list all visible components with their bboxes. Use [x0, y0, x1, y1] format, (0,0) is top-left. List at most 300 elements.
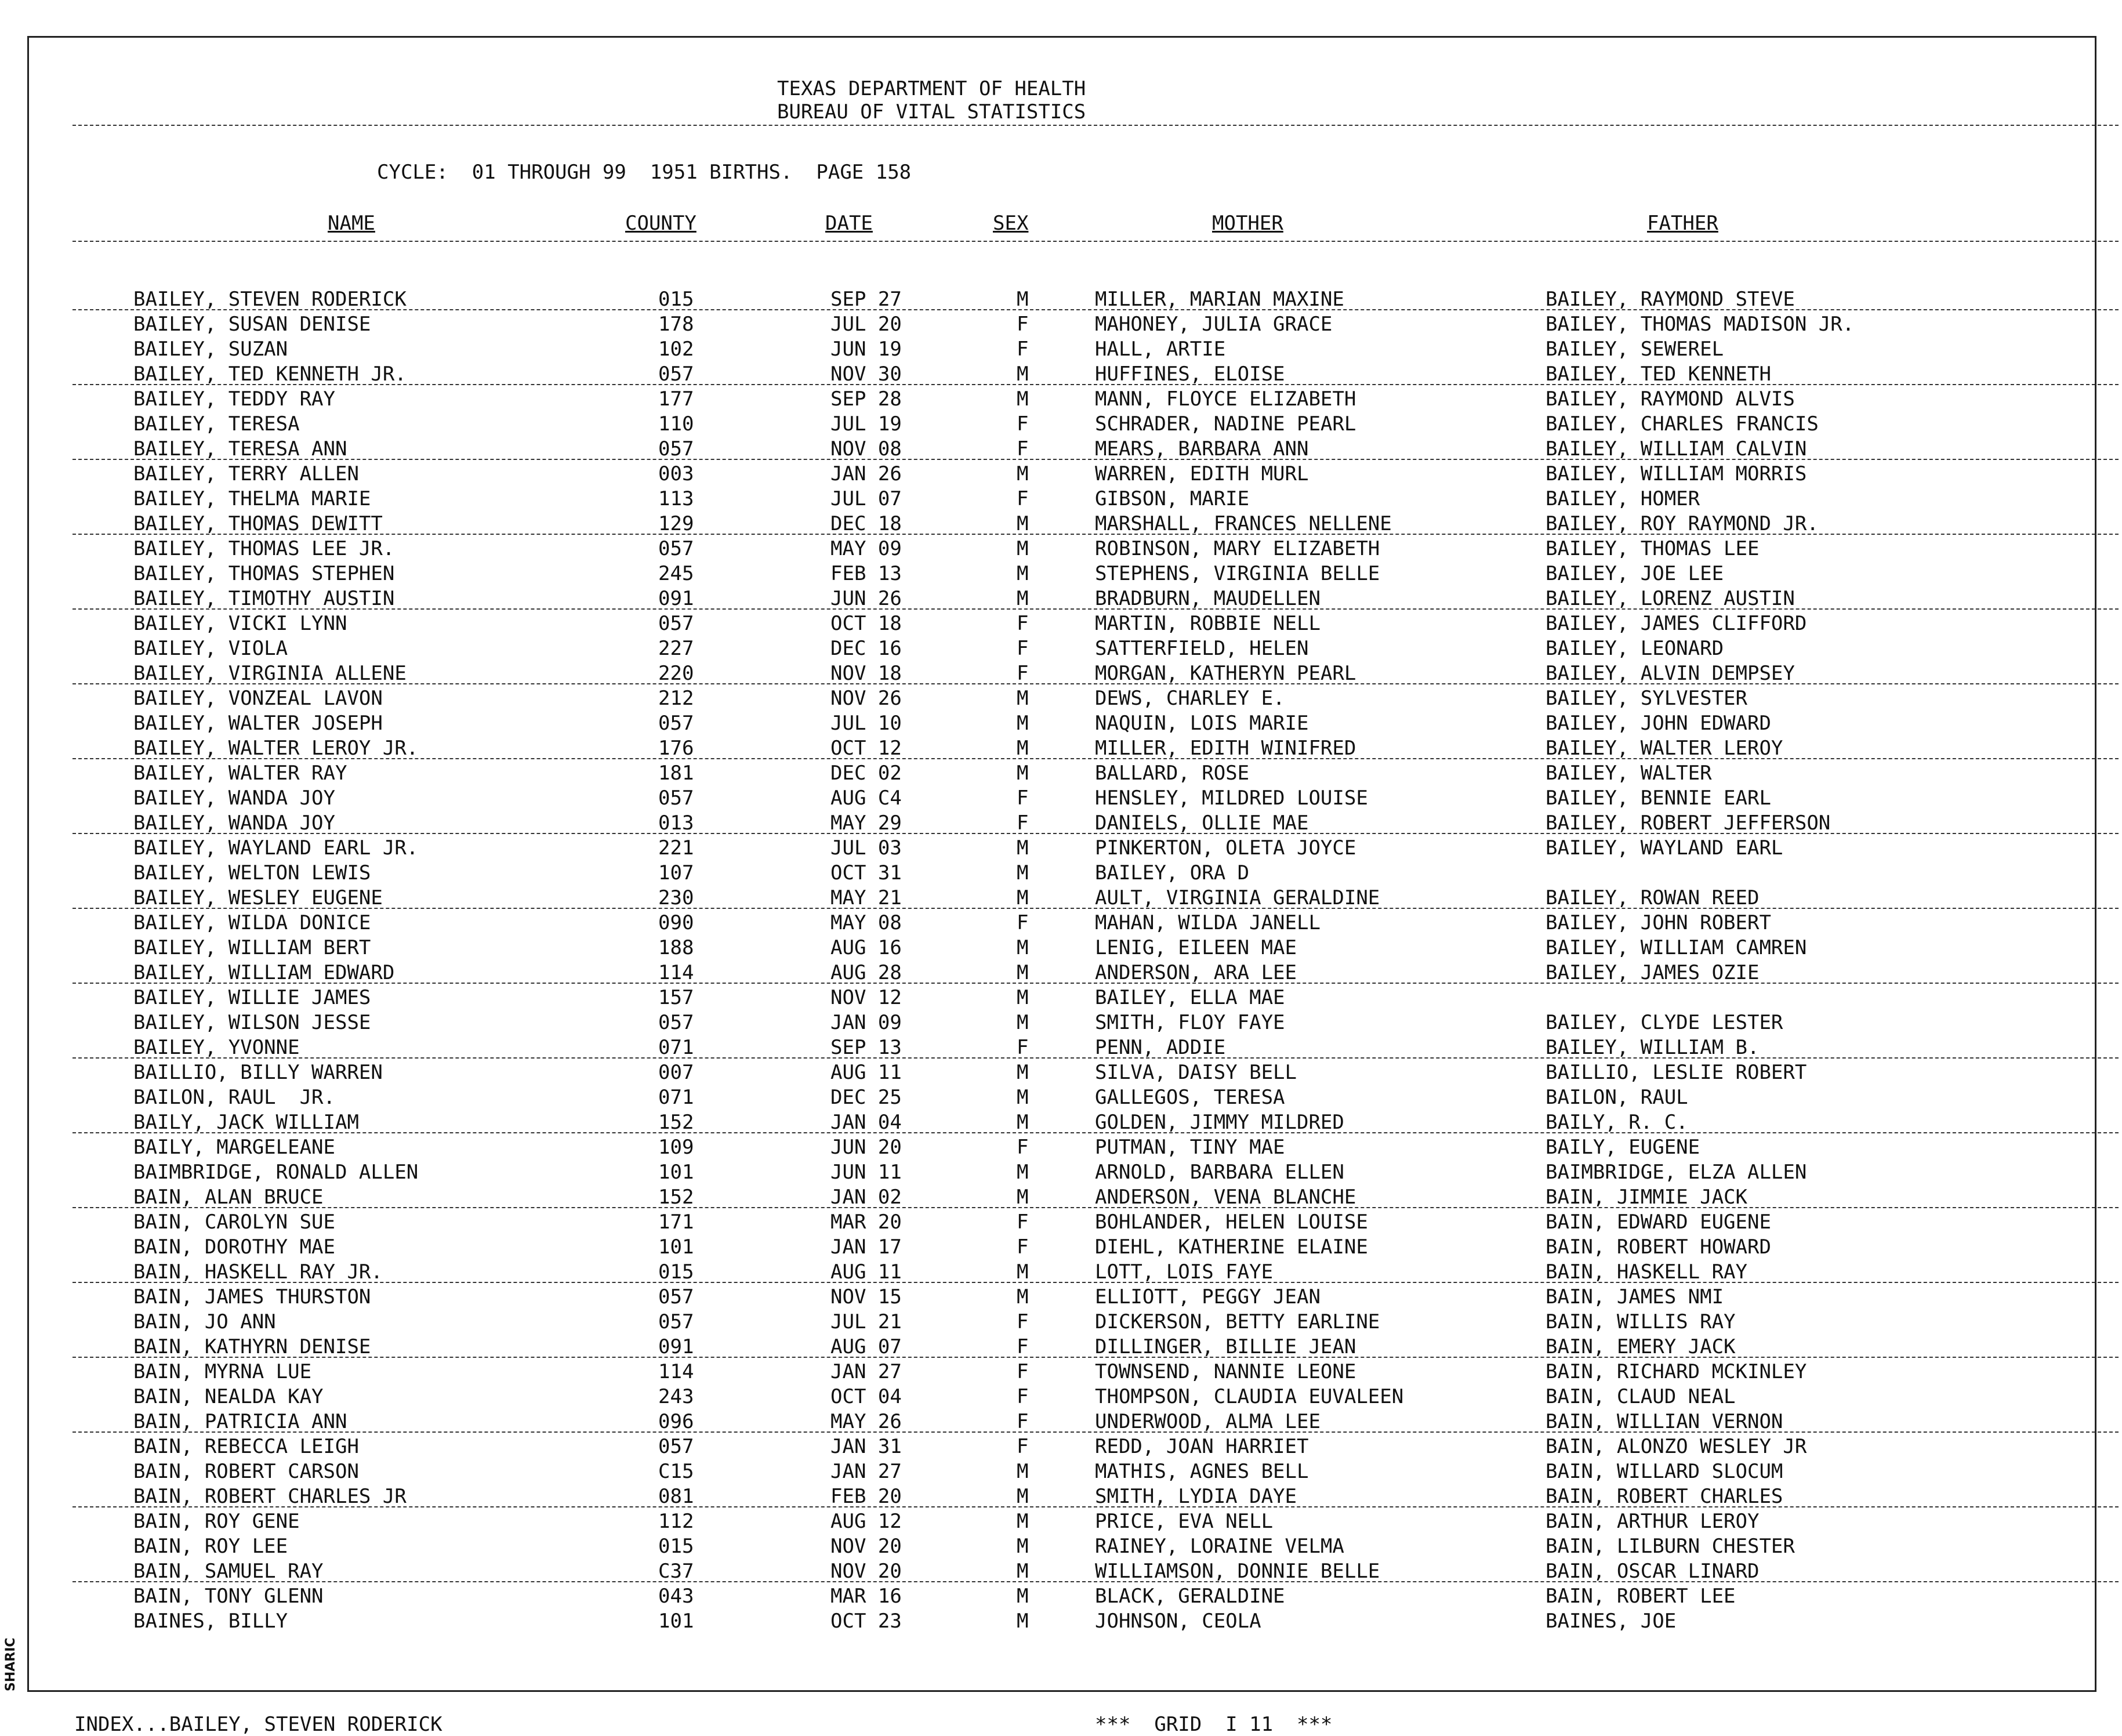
- cell-sex: M: [1017, 687, 1029, 710]
- cell-county: 090: [658, 911, 694, 934]
- cell-name: BAIN, KATHYRN DENISE: [133, 1335, 371, 1358]
- table-row: [29, 1135, 2098, 1160]
- table-row: [29, 1509, 2098, 1534]
- table-row: [29, 512, 2098, 537]
- cell-name: BAILEY, WANDA JOY: [133, 811, 335, 835]
- cell-county: 230: [658, 886, 694, 909]
- cell-sex: M: [1017, 387, 1029, 411]
- table-row: [29, 1385, 2098, 1409]
- cell-name: BAILEY, WILLIE JAMES: [133, 986, 371, 1009]
- cell-name: BAILEY, THOMAS STEPHEN: [133, 562, 395, 585]
- cell-mother: GOLDEN, JIMMY MILDRED: [1095, 1111, 1344, 1134]
- cell-county: 057: [658, 1011, 694, 1034]
- cell-name: BAIN, JO ANN: [133, 1310, 276, 1333]
- table-row: [29, 836, 2098, 861]
- cell-date: JAN 04: [830, 1111, 902, 1134]
- row-group-divider: [72, 1207, 2119, 1208]
- cell-date: AUG 28: [830, 961, 902, 984]
- cell-name: BAIN, DOROTHY MAE: [133, 1235, 335, 1259]
- cell-father: BAILEY, ROBERT JEFFERSON: [1546, 811, 1831, 835]
- table-row: [29, 686, 2098, 711]
- cell-father: BAIN, ALONZO WESLEY JR: [1546, 1435, 1807, 1458]
- cell-sex: F: [1017, 1360, 1029, 1383]
- row-group-divider: [72, 534, 2119, 535]
- cell-sex: M: [1017, 1510, 1029, 1533]
- cell-mother: MARTIN, ROBBIE NELL: [1095, 612, 1321, 635]
- cell-sex: M: [1017, 1585, 1029, 1608]
- cell-father: BAILEY, THOMAS LEE: [1546, 537, 1760, 560]
- cell-mother: MAHAN, WILDA JANELL: [1095, 911, 1321, 934]
- cell-date: NOV 15: [830, 1285, 902, 1309]
- cell-county: 178: [658, 313, 694, 336]
- cell-name: BAILEY, YVONNE: [133, 1036, 300, 1059]
- cell-county: 152: [658, 1111, 694, 1134]
- cell-mother: PINKERTON, OLETA JOYCE: [1095, 836, 1356, 860]
- table-row: [29, 287, 2098, 312]
- cell-mother: SCHRADER, NADINE PEARL: [1095, 412, 1356, 436]
- cell-sex: M: [1017, 1011, 1029, 1034]
- cell-county: 181: [658, 762, 694, 785]
- cell-county: 101: [658, 1235, 694, 1259]
- cell-father: BAILEY, WILLIAM MORRIS: [1546, 462, 1807, 485]
- cell-mother: PUTMAN, TINY MAE: [1095, 1136, 1285, 1159]
- cell-date: NOV 12: [830, 986, 902, 1009]
- cell-date: MAR 16: [830, 1585, 902, 1608]
- table-row: [29, 362, 2098, 387]
- cell-date: SEP 27: [830, 288, 902, 311]
- cell-sex: M: [1017, 1111, 1029, 1134]
- cell-county: 114: [658, 1360, 694, 1383]
- cell-father: BAIN, ROBERT LEE: [1546, 1585, 1736, 1608]
- cell-mother: UNDERWOOD, ALMA LEE: [1095, 1410, 1321, 1433]
- cell-mother: GIBSON, MARIE: [1095, 487, 1250, 510]
- cell-father: BAILEY, BENNIE EARL: [1546, 787, 1771, 810]
- cell-county: 152: [658, 1186, 694, 1209]
- cell-father: BAILON, RAUL: [1546, 1086, 1688, 1109]
- cell-father: BAILEY, ROY RAYMOND JR.: [1546, 512, 1819, 535]
- cell-date: NOV 26: [830, 687, 902, 710]
- table-row: [29, 1584, 2098, 1609]
- cell-date: MAY 26: [830, 1410, 902, 1433]
- cell-father: BAILEY, JOHN ROBERT: [1546, 911, 1771, 934]
- row-group-divider: [72, 384, 2119, 385]
- cell-date: OCT 12: [830, 737, 902, 760]
- cell-date: DEC 25: [830, 1086, 902, 1109]
- cell-date: OCT 18: [830, 612, 902, 635]
- cell-name: BAILEY, STEVEN RODERICK: [133, 288, 407, 311]
- cell-mother: HUFFINES, ELOISE: [1095, 363, 1285, 386]
- cell-mother: BRADBURN, MAUDELLEN: [1095, 587, 1321, 610]
- cell-sex: M: [1017, 1610, 1029, 1633]
- cell-sex: M: [1017, 961, 1029, 984]
- cell-date: NOV 30: [830, 363, 902, 386]
- table-row: [29, 736, 2098, 761]
- cell-father: BAIN, EMERY JACK: [1546, 1335, 1736, 1358]
- cell-date: SEP 28: [830, 387, 902, 411]
- cell-sex: F: [1017, 1036, 1029, 1059]
- cell-name: BAIN, ROY GENE: [133, 1510, 300, 1533]
- cell-name: BAILEY, WILLIAM EDWARD: [133, 961, 395, 984]
- row-group-divider: [72, 1357, 2119, 1358]
- row-group-divider: [72, 309, 2119, 310]
- cell-county: 109: [658, 1136, 694, 1159]
- cell-sex: M: [1017, 936, 1029, 959]
- cell-date: AUG C4: [830, 787, 902, 810]
- cell-father: BAIN, WILLIAN VERNON: [1546, 1410, 1783, 1433]
- table-row: [29, 537, 2098, 561]
- row-group-divider: [72, 1431, 2119, 1433]
- table-row: [29, 1609, 2098, 1634]
- table-row: [29, 337, 2098, 362]
- cell-date: JAN 26: [830, 462, 902, 485]
- table-row: [29, 1459, 2098, 1484]
- row-group-divider: [72, 1282, 2119, 1283]
- cell-county: 101: [658, 1161, 694, 1184]
- table-row: [29, 711, 2098, 736]
- table-row: [29, 1310, 2098, 1335]
- cell-date: DEC 18: [830, 512, 902, 535]
- cell-name: BAIMBRIDGE, RONALD ALLEN: [133, 1161, 419, 1184]
- cell-sex: F: [1017, 787, 1029, 810]
- cell-name: BAILLIO, BILLY WARREN: [133, 1061, 383, 1084]
- cell-county: 114: [658, 961, 694, 984]
- cell-sex: F: [1017, 1235, 1029, 1259]
- column-header-father: FATHER: [1647, 212, 1718, 235]
- cell-father: BAILEY, HOMER: [1546, 487, 1700, 510]
- cell-father: BAILEY, JOE LEE: [1546, 562, 1724, 585]
- cycle-line: CYCLE: 01 THROUGH 99 1951 BIRTHS. PAGE 158: [377, 161, 912, 184]
- cell-mother: MANN, FLOYCE ELIZABETH: [1095, 387, 1356, 411]
- cell-county: 015: [658, 1535, 694, 1558]
- cell-county: 071: [658, 1036, 694, 1059]
- cell-father: BAILEY, JAMES CLIFFORD: [1546, 612, 1807, 635]
- cell-date: MAR 20: [830, 1211, 902, 1234]
- cell-date: AUG 11: [830, 1260, 902, 1284]
- cell-name: BAILEY, TERESA ANN: [133, 437, 347, 461]
- cell-date: JUL 19: [830, 412, 902, 436]
- row-group-divider: [72, 1057, 2119, 1059]
- cell-date: OCT 04: [830, 1385, 902, 1408]
- cell-date: AUG 11: [830, 1061, 902, 1084]
- table-row: [29, 312, 2098, 337]
- row-group-divider: [72, 1581, 2119, 1582]
- cell-sex: F: [1017, 1136, 1029, 1159]
- cell-county: 129: [658, 512, 694, 535]
- cell-name: BAILEY, TIMOTHY AUSTIN: [133, 587, 395, 610]
- cell-sex: F: [1017, 612, 1029, 635]
- cell-date: MAY 29: [830, 811, 902, 835]
- cell-mother: PRICE, EVA NELL: [1095, 1510, 1274, 1533]
- cell-mother: GALLEGOS, TERESA: [1095, 1086, 1285, 1109]
- cell-name: BAILEY, SUZAN: [133, 338, 288, 361]
- table-row: [29, 1035, 2098, 1060]
- cell-sex: M: [1017, 537, 1029, 560]
- cell-date: NOV 20: [830, 1560, 902, 1583]
- cell-county: 245: [658, 562, 694, 585]
- cell-county: 007: [658, 1061, 694, 1084]
- table-row: [29, 636, 2098, 661]
- cell-county: 221: [658, 836, 694, 860]
- cell-mother: ARNOLD, BARBARA ELLEN: [1095, 1161, 1344, 1184]
- cell-county: 057: [658, 363, 694, 386]
- cell-name: BAIN, NEALDA KAY: [133, 1385, 324, 1408]
- cell-county: 177: [658, 387, 694, 411]
- table-row: [29, 911, 2098, 936]
- index-footer: INDEX...BAILEY, STEVEN RODERICK: [74, 1713, 442, 1736]
- cell-mother: MILLER, MARIAN MAXINE: [1095, 288, 1344, 311]
- cell-date: NOV 20: [830, 1535, 902, 1558]
- cell-county: 043: [658, 1585, 694, 1608]
- table-row: [29, 1235, 2098, 1260]
- cell-county: C15: [658, 1460, 694, 1483]
- cell-father: BAILEY, ROWAN REED: [1546, 886, 1760, 909]
- cell-county: 015: [658, 1260, 694, 1284]
- cell-name: BAILY, MARGELEANE: [133, 1136, 335, 1159]
- row-group-divider: [72, 908, 2119, 909]
- cell-mother: SILVA, DAISY BELL: [1095, 1061, 1297, 1084]
- cell-father: BAIN, WILLIS RAY: [1546, 1310, 1736, 1333]
- cell-county: 091: [658, 587, 694, 610]
- cell-date: JUL 20: [830, 313, 902, 336]
- agency-title: TEXAS DEPARTMENT OF HEALTH: [777, 77, 1086, 100]
- cell-sex: M: [1017, 712, 1029, 735]
- cell-name: BAILEY, TED KENNETH JR.: [133, 363, 407, 386]
- cell-date: DEC 16: [830, 637, 902, 660]
- cell-mother: HENSLEY, MILDRED LOUISE: [1095, 787, 1368, 810]
- cell-sex: F: [1017, 313, 1029, 336]
- cell-name: BAILEY, WAYLAND EARL JR.: [133, 836, 419, 860]
- table-row: [29, 1409, 2098, 1434]
- table-row: [29, 1285, 2098, 1310]
- row-group-divider: [72, 683, 2119, 684]
- cell-date: JUN 11: [830, 1161, 902, 1184]
- cell-name: BAILEY, WALTER LEROY JR.: [133, 737, 419, 760]
- cell-name: BAILEY, SUSAN DENISE: [133, 313, 371, 336]
- cell-name: BAIN, SAMUEL RAY: [133, 1560, 324, 1583]
- cell-father: BAILEY, WALTER LEROY: [1546, 737, 1783, 760]
- cell-county: 096: [658, 1410, 694, 1433]
- cell-mother: SMITH, LYDIA DAYE: [1095, 1485, 1297, 1508]
- cell-county: 112: [658, 1510, 694, 1533]
- cell-sex: M: [1017, 886, 1029, 909]
- cell-father: BAIN, ARTHUR LEROY: [1546, 1510, 1760, 1533]
- table-row: [29, 1335, 2098, 1360]
- cell-date: JAN 27: [830, 1360, 902, 1383]
- cell-sex: M: [1017, 512, 1029, 535]
- cell-county: 057: [658, 437, 694, 461]
- cell-sex: F: [1017, 911, 1029, 934]
- cell-mother: BOHLANDER, HELEN LOUISE: [1095, 1211, 1368, 1234]
- cell-sex: M: [1017, 1285, 1029, 1309]
- cell-father: BAILEY, ALVIN DEMPSEY: [1546, 662, 1795, 685]
- cell-father: BAILEY, CLYDE LESTER: [1546, 1011, 1783, 1034]
- cell-father: BAIN, ROBERT HOWARD: [1546, 1235, 1771, 1259]
- column-header-mother: MOTHER: [1212, 212, 1283, 235]
- table-row: [29, 1160, 2098, 1185]
- cell-father: BAILEY, RAYMOND STEVE: [1546, 288, 1795, 311]
- cell-date: OCT 31: [830, 861, 902, 885]
- cell-sex: F: [1017, 1435, 1029, 1458]
- table-row: [29, 1534, 2098, 1559]
- cell-mother: MEARS, BARBARA ANN: [1095, 437, 1309, 461]
- table-row: [29, 611, 2098, 636]
- cell-father: BAIN, LILBURN CHESTER: [1546, 1535, 1795, 1558]
- cell-mother: TOWNSEND, NANNIE LEONE: [1095, 1360, 1356, 1383]
- cell-sex: M: [1017, 762, 1029, 785]
- cell-county: 176: [658, 737, 694, 760]
- cell-sex: M: [1017, 836, 1029, 860]
- cell-sex: M: [1017, 1061, 1029, 1084]
- table-row: [29, 1559, 2098, 1584]
- cell-county: 057: [658, 1285, 694, 1309]
- header-divider: [72, 125, 2119, 126]
- table-row: [29, 1210, 2098, 1235]
- cell-mother: HALL, ARTIE: [1095, 338, 1226, 361]
- cell-county: 057: [658, 612, 694, 635]
- cell-sex: F: [1017, 1310, 1029, 1333]
- cell-date: FEB 13: [830, 562, 902, 585]
- cell-mother: LOTT, LOIS FAYE: [1095, 1260, 1274, 1284]
- column-header-date: DATE: [825, 212, 873, 235]
- cell-county: 071: [658, 1086, 694, 1109]
- cell-mother: RAINEY, LORAINE VELMA: [1095, 1535, 1344, 1558]
- cell-sex: F: [1017, 1410, 1029, 1433]
- cell-mother: WARREN, EDITH MURL: [1095, 462, 1309, 485]
- table-row: [29, 586, 2098, 611]
- cell-county: 015: [658, 288, 694, 311]
- cell-sex: M: [1017, 587, 1029, 610]
- cell-father: BAILEY, WILLIAM CAMREN: [1546, 936, 1807, 959]
- cell-county: 057: [658, 712, 694, 735]
- cell-mother: DIEHL, KATHERINE ELAINE: [1095, 1235, 1368, 1259]
- cell-county: 110: [658, 412, 694, 436]
- cell-name: BAILEY, WANDA JOY: [133, 787, 335, 810]
- cell-county: 227: [658, 637, 694, 660]
- cell-father: BAILEY, RAYMOND ALVIS: [1546, 387, 1795, 411]
- cell-father: BAILEY, LEONARD: [1546, 637, 1724, 660]
- cell-sex: M: [1017, 986, 1029, 1009]
- table-row: [29, 661, 2098, 686]
- cell-father: BAIN, RICHARD MCKINLEY: [1546, 1360, 1807, 1383]
- cell-father: BAIN, JIMMIE JACK: [1546, 1186, 1747, 1209]
- cell-sex: M: [1017, 1460, 1029, 1483]
- table-row: [29, 985, 2098, 1010]
- cell-father: BAILEY, WILLIAM B.: [1546, 1036, 1760, 1059]
- cell-county: C37: [658, 1560, 694, 1583]
- cell-date: DEC 02: [830, 762, 902, 785]
- cell-name: BAINES, BILLY: [133, 1610, 288, 1633]
- cell-father: BAILEY, JOHN EDWARD: [1546, 712, 1771, 735]
- cell-date: MAY 21: [830, 886, 902, 909]
- cell-mother: PENN, ADDIE: [1095, 1036, 1226, 1059]
- row-group-divider: [72, 1132, 2119, 1133]
- cell-sex: F: [1017, 1335, 1029, 1358]
- cell-date: AUG 16: [830, 936, 902, 959]
- cell-mother: SATTERFIELD, HELEN: [1095, 637, 1309, 660]
- cell-name: BAIN, CAROLYN SUE: [133, 1211, 335, 1234]
- cell-mother: NAQUIN, LOIS MARIE: [1095, 712, 1309, 735]
- cell-name: BAILEY, VICKI LYNN: [133, 612, 347, 635]
- cell-sex: M: [1017, 1535, 1029, 1558]
- cell-mother: THOMPSON, CLAUDIA EUVALEEN: [1095, 1385, 1404, 1408]
- cell-sex: F: [1017, 487, 1029, 510]
- cell-date: SEP 13: [830, 1036, 902, 1059]
- cell-father: BAIN, WILLARD SLOCUM: [1546, 1460, 1783, 1483]
- table-row: [29, 961, 2098, 985]
- cell-date: JAN 31: [830, 1435, 902, 1458]
- table-row: [29, 786, 2098, 811]
- cell-date: NOV 08: [830, 437, 902, 461]
- cell-name: BAILEY, WESLEY EUGENE: [133, 886, 383, 909]
- cell-name: BAIN, JAMES THURSTON: [133, 1285, 371, 1309]
- cell-county: 013: [658, 811, 694, 835]
- cell-name: BAIN, MYRNA LUE: [133, 1360, 312, 1383]
- cell-father: BAILEY, CHARLES FRANCIS: [1546, 412, 1819, 436]
- row-group-divider: [72, 608, 2119, 610]
- cell-date: AUG 12: [830, 1510, 902, 1533]
- cell-mother: ANDERSON, ARA LEE: [1095, 961, 1297, 984]
- row-group-divider: [72, 1506, 2119, 1507]
- cell-father: BAILEY, WAYLAND EARL: [1546, 836, 1783, 860]
- cell-date: JAN 02: [830, 1186, 902, 1209]
- cell-sex: M: [1017, 1086, 1029, 1109]
- cell-father: BAILLIO, LESLIE ROBERT: [1546, 1061, 1807, 1084]
- cell-county: 107: [658, 861, 694, 885]
- cell-name: BAILON, RAUL JR.: [133, 1086, 335, 1109]
- cell-father: BAIMBRIDGE, ELZA ALLEN: [1546, 1161, 1807, 1184]
- table-row: [29, 487, 2098, 512]
- cell-county: 057: [658, 1310, 694, 1333]
- cell-sex: M: [1017, 1186, 1029, 1209]
- table-row: [29, 861, 2098, 886]
- cell-mother: MARSHALL, FRANCES NELLENE: [1095, 512, 1392, 535]
- cell-father: BAIN, OSCAR LINARD: [1546, 1560, 1760, 1583]
- cell-name: BAILEY, VIRGINIA ALLENE: [133, 662, 407, 685]
- cell-county: 188: [658, 936, 694, 959]
- table-row: [29, 1010, 2098, 1035]
- bureau-title: BUREAU OF VITAL STATISTICS: [777, 100, 1086, 124]
- cell-mother: WILLIAMSON, DONNIE BELLE: [1095, 1560, 1380, 1583]
- cell-county: 091: [658, 1335, 694, 1358]
- cell-county: 057: [658, 537, 694, 560]
- row-group-divider: [72, 833, 2119, 834]
- cell-name: BAILEY, THOMAS LEE JR.: [133, 537, 395, 560]
- cell-mother: BAILEY, ORA D: [1095, 861, 1250, 885]
- cell-sex: F: [1017, 637, 1029, 660]
- cell-county: 113: [658, 487, 694, 510]
- cell-sex: M: [1017, 562, 1029, 585]
- cell-name: BAILEY, THOMAS DEWITT: [133, 512, 383, 535]
- table-row: [29, 387, 2098, 412]
- table-row: [29, 1260, 2098, 1285]
- cell-sex: F: [1017, 1211, 1029, 1234]
- cell-name: BAILEY, WILDA DONICE: [133, 911, 371, 934]
- cell-mother: SMITH, FLOY FAYE: [1095, 1011, 1285, 1034]
- cell-name: BAILEY, VONZEAL LAVON: [133, 687, 383, 710]
- cell-date: OCT 23: [830, 1610, 902, 1633]
- cell-father: BAILEY, WILLIAM CALVIN: [1546, 437, 1807, 461]
- table-row: [29, 1484, 2098, 1509]
- cell-name: BAILEY, WALTER JOSEPH: [133, 712, 383, 735]
- cell-name: BAILY, JACK WILLIAM: [133, 1111, 359, 1134]
- cell-mother: BAILEY, ELLA MAE: [1095, 986, 1285, 1009]
- table-row: [29, 1085, 2098, 1110]
- column-header-sex: SEX: [993, 212, 1029, 235]
- cell-mother: DILLINGER, BILLIE JEAN: [1095, 1335, 1356, 1358]
- side-stamp-label: SHARIC: [3, 1637, 18, 1692]
- column-header-county: COUNTY: [625, 212, 697, 235]
- cell-mother: AULT, VIRGINIA GERALDINE: [1095, 886, 1380, 909]
